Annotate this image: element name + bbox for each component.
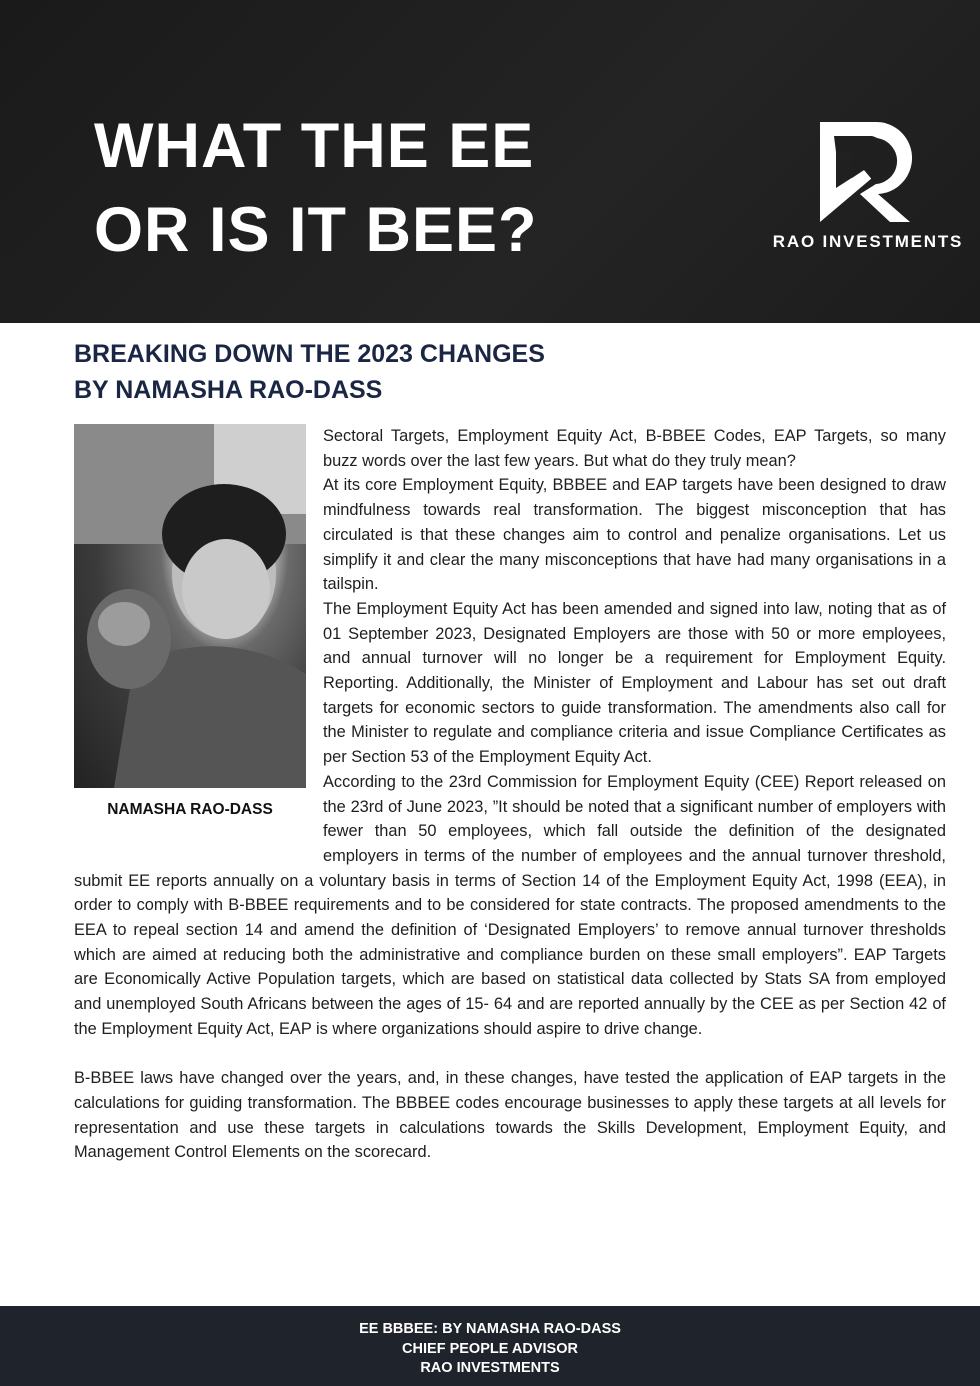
paragraph-amendment: The Employment Equity Act has been amended and signed into law, noting that as of 01 September 2023, Designated Employers are those with 50 or more employees, and annual turnover will no longer be a requirement for Employment Equity. Reporting. Additionally, the Minister of Employment and Labour has set out draft targets for economic sectors to guide transformation. The amendments also call for the Minister to regulate and compliance criteria and issue Compliance Certificates as per Section 53 of the Employment Equity Act. <box>323 599 946 767</box>
portrait-illustration <box>74 424 306 788</box>
paragraph-bbbee: B-BBEE laws have changed over the years, and, in these changes, have tested the application of EAP targets in the calculations for guiding transformation. The BBBEE codes encourage businesses to apply these targets at all levels for representation and use these targets in calculations towards the Skills Development, Employment Equity, and Management Control Elements on the scorecard. <box>74 1069 946 1162</box>
header-banner <box>0 0 980 323</box>
page-title <box>94 104 538 272</box>
subheading <box>74 336 545 408</box>
title-line-2: OR IS IT BEE? <box>94 195 538 265</box>
subheading-line-2: BY NAMASHA RAO-DASS <box>74 376 383 404</box>
footer <box>0 1306 980 1386</box>
article-body <box>74 424 946 1165</box>
footer-line-1: EE BBBEE: BY NAMASHA RAO-DASS <box>359 1321 621 1337</box>
paragraph-intro: Sectoral Targets, Employment Equity Act, B-BBEE Codes, EAP Targets, so many buzz words over the last few years. But what do they truly mean? <box>323 427 946 470</box>
title-line-1: WHAT THE EE <box>94 111 535 181</box>
author-photo <box>74 424 306 788</box>
footer-line-2: CHIEF PEOPLE ADVISOR <box>402 1340 578 1357</box>
footer-line-3: RAO INVESTMENTS <box>420 1360 560 1376</box>
paragraph-core: At its core Employment Equity, BBBEE and EAP targets have been designed to draw mindfulness towards real transformation. The biggest misconception that has circulated is that these changes aim to control and penalize organisations. Let us simplify it and clear the many misconceptions that have had many organisations in a tailspin. <box>323 476 946 594</box>
author-photo-block <box>74 424 323 844</box>
subheading-line-1: BREAKING DOWN THE 2023 CHANGES <box>74 340 545 368</box>
logo-text: RAO INVESTMENTS <box>772 232 964 251</box>
r-logo-icon <box>816 118 920 226</box>
rao-investments-logo <box>768 118 968 252</box>
paragraph-cee-report: According to the 23rd Commission for Employment Equity (CEE) Report released on the 23rd of June 2023, ”It should be noted that a significant number of employers with fewer than 50 employees, which fall outside the definition of the designated employers in terms of the number of employees and the annual turnover threshold, submit EE reports annually on a voluntary basis in terms of Section 14 of the Employment Equity Act, 1998 (EEA), in order to comply with B-BBEE requirements and to be considered for state contracts. The proposed amendments to the EEA to repeal section 14 and amend the definition of ‘Designated Employers’ to remove annual turnover thresholds which are aimed at reducing both the administrative and compliance burden on these small employers”. EAP Targets are Economically Active Population targets, which are based on statistical data collected by Stats SA from employed and unemployed South Africans between the ages of 15- 64 and are reported annually by the CEE as per Section 42 of the Employment Equity Act, EAP is where organizations should aspire to drive change. <box>74 772 946 1038</box>
photo-caption: NAMASHA RAO-DASS <box>107 801 273 818</box>
